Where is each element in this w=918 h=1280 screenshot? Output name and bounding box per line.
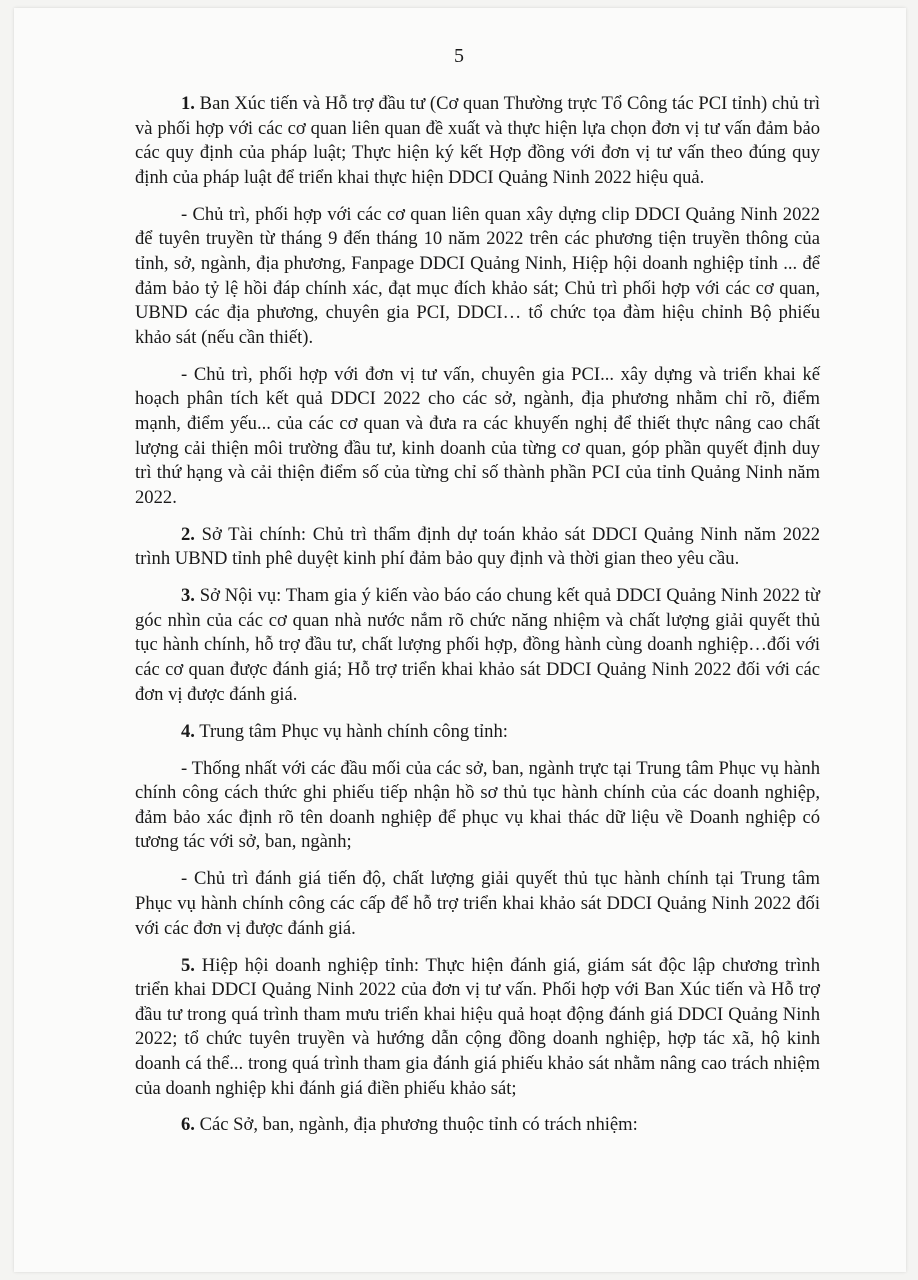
paragraph-text: Hiệp hội doanh nghiệp tỉnh: Thực hiện đánh giá, giám sát độc lập chương trình triển khai DDCI Quảng Ninh 2022 của đơn vị tư vấn. Phối hợp với Ban Xúc tiến và Hỗ trợ đầu tư trong quá trình tham mưu triển khai hiệu quả hoạt động đánh giá DDCI Quảng Ninh 2022; tổ chức tuyên truyền và hướng dẫn cộng đồng doanh nghiệp, hợp tác xã, hộ kinh doanh cá thể... trong quá trình tham gia đánh giá phiếu khảo sát nhằm nâng cao trách nhiệm của doanh nghiệp khi đánh giá điền phiếu khảo sát; — [135, 954, 820, 1099]
paragraph-1-ban-xuc-tien — [135, 92, 820, 190]
paragraph-text: - Chủ trì, phối hợp với các cơ quan liên quan xây dựng clip DDCI Quảng Ninh 2022 để tuyên truyền từ tháng 9 đến tháng 10 năm 2022 trên các phương tiện truyền thông của tỉnh, sở, ngành, địa phương, Fanpage DDCI Quảng Ninh, Hiệp hội doanh nghiệp tỉnh ... để đảm bảo tỷ lệ hồi đáp chính xác, đạt mục đích khảo sát; Chủ trì phối hợp với các cơ quan, UBND các địa phương, chuyên gia PCI, DDCI… tổ chức tọa đàm hiệu chỉnh Bộ phiếu khảo sát (nếu cần thiết). — [135, 203, 820, 348]
item-number: 3. — [181, 585, 195, 607]
item-number: 1. — [181, 93, 195, 114]
paragraph-text: Sở Tài chính: Chủ trì thẩm định dự toán khảo sát DDCI Quảng Ninh năm 2022 trình UBND tỉnh phê duyệt kinh phí đảm bảo quy định và thời gian theo yêu cầu. — [135, 523, 820, 570]
paragraph-4-trung-tam-phuc-vu — [135, 720, 820, 745]
item-number: 5. — [181, 954, 195, 976]
item-number: 4. — [181, 720, 195, 742]
paragraph-danh-gia-tien-do — [135, 867, 820, 941]
paragraph-clip-ddci — [135, 203, 820, 351]
paragraph-2-so-tai-chinh — [135, 523, 820, 572]
document-body — [135, 92, 820, 1150]
paragraph-text: Các Sở, ban, ngành, địa phương thuộc tỉnh có trách nhiệm: — [194, 1114, 638, 1136]
paragraph-text: Trung tâm Phục vụ hành chính công tỉnh: — [194, 720, 508, 742]
item-number: 2. — [181, 523, 195, 545]
paragraph-6-cac-so-ban-nganh — [135, 1113, 820, 1138]
paragraph-text: Sở Nội vụ: Tham gia ý kiến vào báo cáo chung kết quả DDCI Quảng Ninh 2022 từ góc nhìn của các cơ quan nhà nước nắm rõ chức năng nhiệm và chất lượng giải quyết thủ tục hành chính, hỗ trợ đầu tư, chất lượng phối hợp, đồng hành cùng doanh nghiệp…đối với các cơ quan được đánh giá; Hỗ trợ triển khai khảo sát DDCI Quảng Ninh 2022 đối với các đơn vị được đánh giá. — [135, 585, 820, 705]
paragraph-3-so-noi-vu — [135, 584, 820, 707]
paragraph-text: - Chủ trì, phối hợp với đơn vị tư vấn, chuyên gia PCI... xây dựng và triển khai kế hoạch phân tích kết quả DDCI 2022 cho các sở, ngành, địa phương nhằm chỉ rõ, điểm mạnh, điểm yếu... của các cơ quan và đưa ra các khuyến nghị để thiết thực nâng cao chất lượng cải thiện môi trường đầu tư, kinh doanh của từng cơ quan, góp phần quyết định duy trì thứ hạng và cải thiện điểm số của từng chỉ số thành phần PCI của tỉnh Quảng Ninh năm 2022. — [135, 363, 820, 508]
paragraph-phan-tich-ket-qua — [135, 363, 820, 511]
paragraph-text: - Thống nhất với các đầu mối của các sở, ban, ngành trực tại Trung tâm Phục vụ hành chính công cách thức ghi phiếu tiếp nhận hồ sơ thủ tục hành chính của các doanh nghiệp, đảm bảo xác định rõ tên doanh nghiệp để phục vụ khai thác dữ liệu về Doanh nghiệp có tương tác với sở, ban, ngành; — [135, 757, 820, 853]
item-number: 6. — [181, 1114, 195, 1136]
paragraph-text: Ban Xúc tiến và Hỗ trợ đầu tư (Cơ quan Thường trực Tổ Công tác PCI tỉnh) chủ trì và phối hợp với các cơ quan liên quan đề xuất và thực hiện lựa chọn đơn vị tư vấn đảm bảo các quy định của pháp luật; Thực hiện ký kết Hợp đồng với đơn vị tư vấn theo đúng quy định của pháp luật để triển khai thực hiện DDCI Quảng Ninh 2022 hiệu quả. — [135, 93, 820, 188]
paragraph-text: - Chủ trì đánh giá tiến độ, chất lượng giải quyết thủ tục hành chính tại Trung tâm Phục vụ hành chính công các cấp để hỗ trợ triển khai khảo sát DDCI Quảng Ninh 2022 đối với các đơn vị được đánh giá. — [135, 868, 820, 939]
paragraph-thong-nhat — [135, 757, 820, 855]
paragraph-5-hiep-hoi — [135, 954, 820, 1102]
page-number: 5 — [454, 45, 464, 67]
